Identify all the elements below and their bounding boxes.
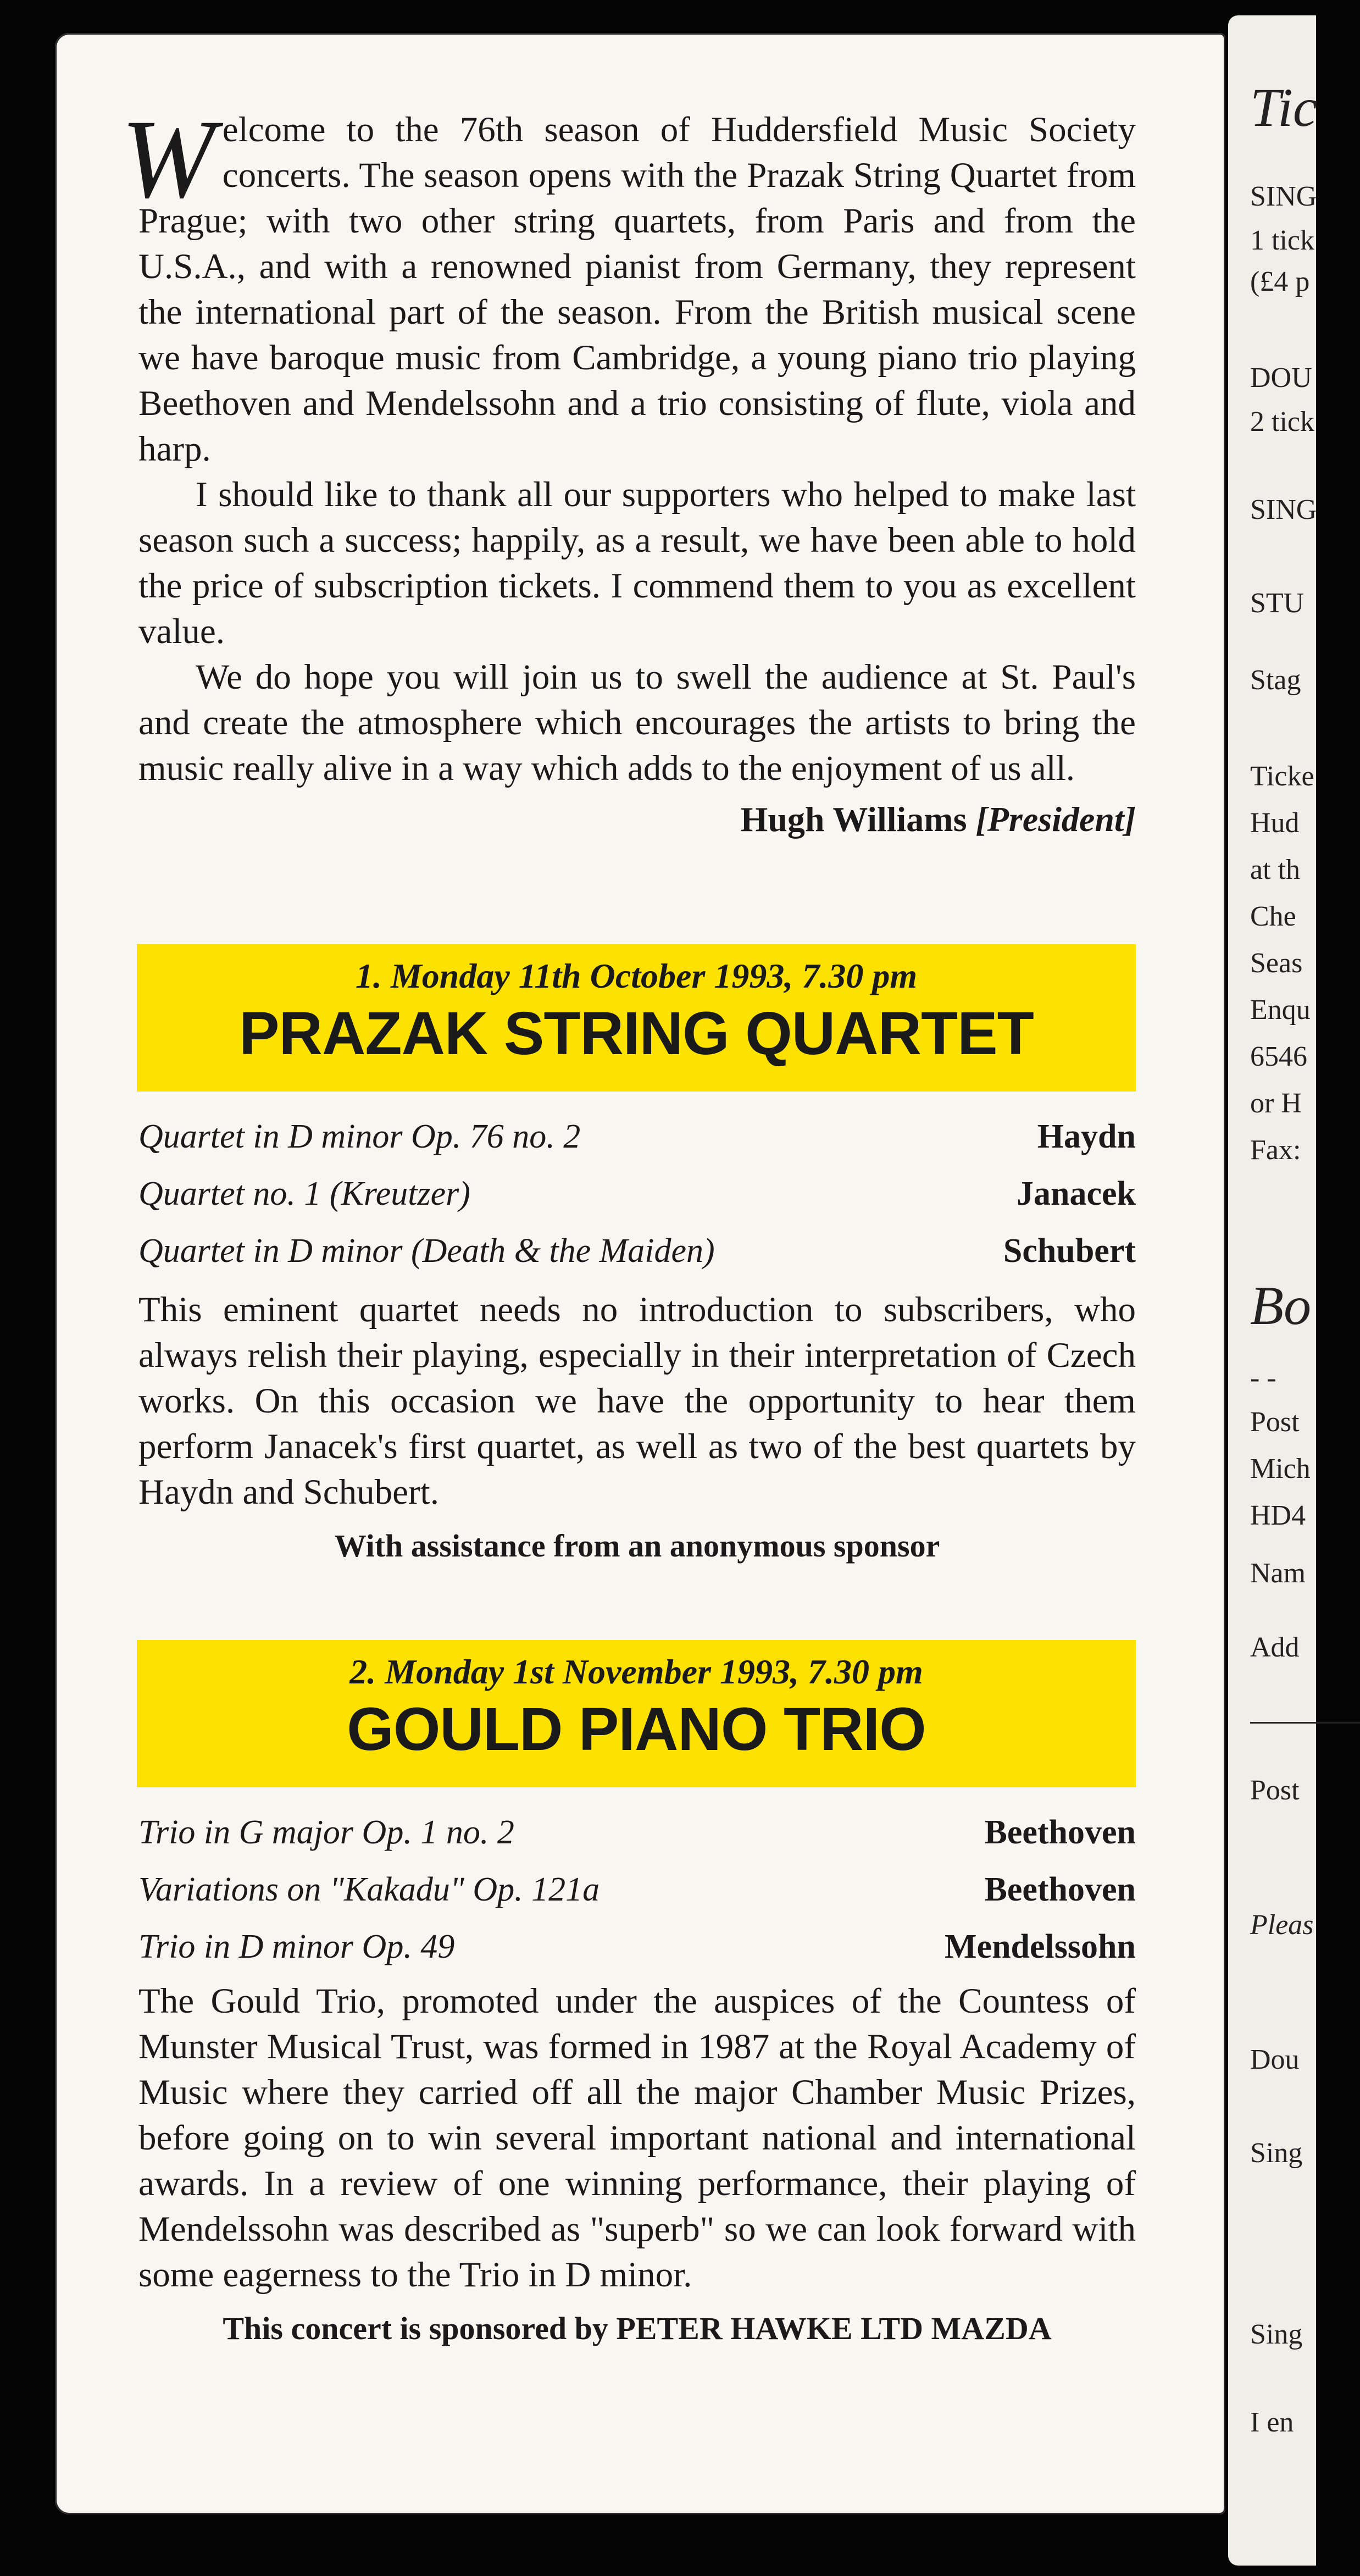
- next-page-fragment: - -: [1250, 1362, 1276, 1394]
- next-page-fragment: Add: [1250, 1632, 1300, 1663]
- next-page-fragment: 6546: [1250, 1041, 1307, 1072]
- next-page-heading: Tic: [1250, 77, 1318, 138]
- concert-1-name: PRAZAK STRING QUARTET: [239, 1000, 1034, 1067]
- next-page-fragment: or H: [1250, 1088, 1302, 1119]
- next-page-fragment: 1 tick: [1250, 225, 1314, 256]
- intro-paragraph-1: [121, 97, 1136, 472]
- next-page-fragment: Pleas: [1250, 1909, 1314, 1941]
- next-page-fragment: Sing: [1250, 2137, 1303, 2169]
- composer: Janacek: [1017, 1175, 1136, 1212]
- composer: Schubert: [1003, 1232, 1136, 1270]
- drop-cap: W: [121, 97, 215, 221]
- next-page-fragment: Post: [1250, 1775, 1300, 1806]
- next-page-fragment: Post: [1250, 1406, 1300, 1438]
- programme-item: [138, 1804, 1136, 1861]
- next-page-fragment: Seas: [1250, 948, 1303, 979]
- next-page-rule: [1250, 1722, 1360, 1724]
- signature-name: Hugh Williams: [740, 800, 967, 839]
- signature: [138, 799, 1136, 840]
- next-page-fragment: (£4 p: [1250, 266, 1310, 297]
- concert-1-programme: [138, 1108, 1136, 1279]
- composer: Beethoven: [984, 1813, 1136, 1851]
- next-page-fragment: SING: [1250, 494, 1317, 525]
- next-page-fragment: Dou: [1250, 2044, 1300, 2075]
- concert-2-programme: [138, 1804, 1136, 1975]
- next-page-fragment: Che: [1250, 901, 1296, 932]
- next-page-fragment: STU: [1250, 588, 1305, 619]
- next-page-fragment: 2 tick: [1250, 406, 1314, 437]
- composer: Mendelssohn: [945, 1927, 1136, 1965]
- work-title: Trio in G major Op. 1 no. 2: [138, 1813, 514, 1851]
- work-title: Quartet in D minor (Death & the Maiden): [138, 1232, 715, 1270]
- concert-1-date: 1. Monday 11th October 1993, 7.30 pm: [355, 956, 918, 995]
- next-page-fragment: Sing: [1250, 2319, 1303, 2350]
- signature-role: [President]: [975, 800, 1136, 839]
- programme-item: [138, 1165, 1136, 1222]
- page-content: [121, 97, 1136, 2347]
- next-page-fragment: I en: [1250, 2407, 1294, 2438]
- work-title: Quartet no. 1 (Kreutzer): [138, 1175, 470, 1212]
- intro-paragraph-3: We do hope you will join us to swell the audience at St. Paul's and create the atmosphere which encourages the artists to bring the music really alive in a way which adds to the enjoyment of us all.: [138, 657, 1136, 788]
- next-page-edge: [1228, 15, 1316, 2566]
- intro-paragraph-2: I should like to thank all our supporters who helped to make last season such a success; happily, as a result, we have been able to hold the price of subscription tickets. I commend them to you as excellent value.: [138, 475, 1136, 651]
- concert-2-name: GOULD PIANO TRIO: [347, 1696, 926, 1763]
- work-title: Quartet in D minor Op. 76 no. 2: [138, 1117, 581, 1155]
- next-page-fragment: DOU: [1250, 362, 1312, 394]
- next-page-fragment: Stag: [1250, 664, 1301, 696]
- concert-2-sponsor: This concert is sponsored by PETER HAWKE LTD MAZDA: [223, 2311, 1052, 2346]
- concert-1-description: This eminent quartet needs no introduction to subscribers, who always relish their playing, especially in their interpretation of Czech works. On this occasion we have the opportunity to hear them perform Janacek's first quartet, as well as two of the best quartets by Haydn and Schubert.: [138, 1290, 1136, 1512]
- next-page-fragment: Hud: [1250, 807, 1300, 839]
- work-title: Variations on "Kakadu" Op. 121a: [138, 1870, 600, 1908]
- next-page-fragment: Mich: [1250, 1453, 1311, 1484]
- next-page-heading: Bo: [1250, 1275, 1312, 1336]
- intro-paragraph-1-text: elcome to the 76th season of Huddersfield Music Society concerts. The season opens with the Prazak String Quartet from Prague; with two other string quartets, from Paris and from the U.S.A., and with a renowned pianist from Germany, they represent the international part of the season. From the British musical scene we have baroque music from Cambridge, a young piano trio playing Beethoven and Mendelssohn and a trio consisting of flute, viola and harp.: [138, 110, 1136, 469]
- next-page-fragment: Ticke: [1250, 761, 1314, 792]
- programme-item: [138, 1918, 1136, 1975]
- next-page-fragment: Enqu: [1250, 994, 1311, 1026]
- next-page-fragment: SING: [1250, 181, 1317, 212]
- concert-1-sponsor: With assistance from an anonymous sponsor: [334, 1528, 940, 1564]
- programme-item: [138, 1108, 1136, 1165]
- concert-2-date: 2. Monday 1st November 1993, 7.30 pm: [349, 1652, 923, 1691]
- work-title: Trio in D minor Op. 49: [138, 1927, 455, 1965]
- next-page-fragment: at th: [1250, 854, 1300, 885]
- composer: Haydn: [1037, 1117, 1136, 1155]
- next-page-fragment: HD4: [1250, 1500, 1306, 1531]
- concert-1-banner: [137, 944, 1136, 1092]
- composer: Beethoven: [984, 1870, 1136, 1908]
- next-page-fragment: Fax:: [1250, 1134, 1301, 1166]
- programme-item: [138, 1861, 1136, 1918]
- next-page-fragment: Nam: [1250, 1558, 1306, 1589]
- programme-item: [138, 1222, 1136, 1279]
- concert-2-description: The Gould Trio, promoted under the auspices of the Countess of Munster Musical Trust, was formed in 1987 at the Royal Academy of Music where they carried off all the major Chamber Music Prizes, before going on to win several important national and international awards. In a review of one winning performance, their playing of Mendelssohn was described as "superb" so we can look forward with some eagerness to the Trio in D minor.: [138, 1981, 1136, 2295]
- concert-2-banner: [137, 1640, 1136, 1787]
